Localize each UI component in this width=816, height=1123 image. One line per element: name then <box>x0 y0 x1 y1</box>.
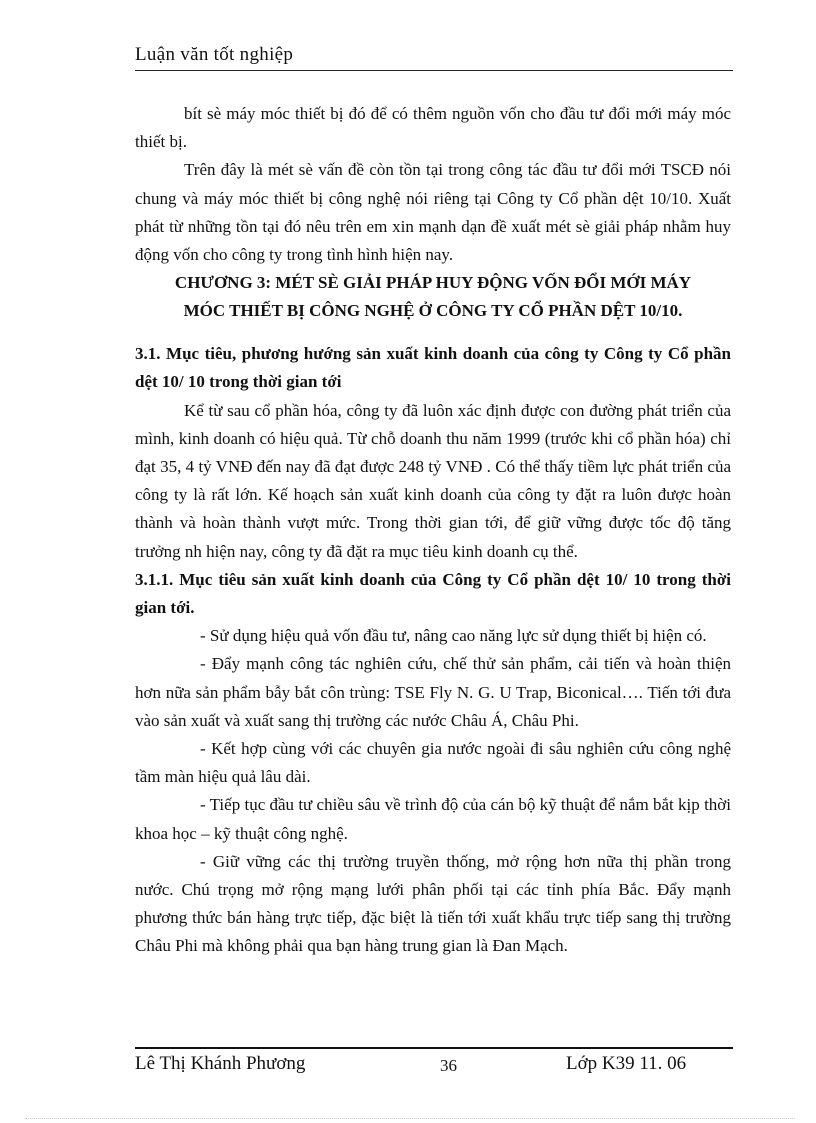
section-heading-3-1: 3.1. Mục tiêu, phương hướng sản xuất kinh doanh của công ty Công ty Cổ phần dệt 10/ 10 trong thời gian tới <box>135 344 731 392</box>
page-bottom-edge <box>25 1118 795 1119</box>
bullet-item-5: - Giữ vững các thị trường truyền thống, mở rộng hơn nữa thị phần trong nước. Chú trọng mở rộng mạng lưới phân phối tại các tỉnh phía Bắc. Đẩy mạnh phương thức bán hàng trực tiếp, đặc biệt là tiến tới xuất khẩu trực tiếp sang thị trường Châu Phi mà không phải qua bạn hàng trung gian là Đan Mạch. <box>135 851 731 956</box>
chapter-title-line-1: CHƯƠNG 3: MÉT SÈ GIẢI PHÁP HUY ĐỘNG VỐN ĐỔI MỚI MÁY <box>174 273 692 293</box>
bullet-item-1: - Sử dụng hiệu quả vốn đầu tư, nâng cao năng lực sử dụng thiết bị hiện có. <box>200 626 707 646</box>
page-header-title: Luận văn tốt nghiệp <box>135 44 294 65</box>
bullet-item-3: - Kết hợp cùng với các chuyên gia nước ngoài đi sâu nghiên cứu công nghệ tầm màn hiệu quả lâu dài. <box>135 739 731 787</box>
section-heading-3-1-1: 3.1.1. Mục tiêu sản xuất kinh doanh của Công ty Cổ phần dệt 10/ 10 trong thời gian tới. <box>135 569 731 618</box>
paragraph-summary: Trên đây là mét sè vấn đề còn tồn tại trong công tác đầu tư đổi mới TSCĐ nói chung và máy móc thiết bị công nghệ nói riêng tại Công ty Cổ phần dệt 10/10. Xuất phát từ những tồn tại đó nêu trên em xin mạnh dạn đề xuất mét sè giải pháp nhằm huy động vốn cho công ty trong tình hình hiện nay. <box>135 160 731 265</box>
footer-author: Lê Thị Khánh Phương <box>135 1053 306 1074</box>
document-body <box>135 100 731 961</box>
paragraph-continuation: bít sè máy móc thiết bị đó để có thêm nguồn vốn cho đầu tư đổi mới máy móc thiết bị. <box>135 104 731 152</box>
chapter-title-line-2: MÓC THIẾT BỊ CÔNG NGHỆ Ở CÔNG TY CỔ PHẦN DỆT 10/10. <box>183 301 683 321</box>
header-divider <box>135 70 733 71</box>
bullet-item-2: - Đẩy mạnh công tác nghiên cứu, chế thử sản phẩm, cải tiến và hoàn thiện hơn nữa sản phẩm bẫy bắt côn trùng: TSE Fly N. G. U Trap, Biconical…. Tiến tới đưa vào sản xuất và xuất sang thị trường các nước Châu Á, Châu Phi. <box>135 654 731 730</box>
chapter-spacer <box>135 325 731 340</box>
footer-class: Lớp K39 11. 06 <box>566 1053 687 1074</box>
bullet-item-4: - Tiếp tục đầu tư chiều sâu về trình độ của cán bộ kỹ thuật để nắm bắt kịp thời khoa học – kỹ thuật công nghệ. <box>135 795 731 843</box>
paragraph-development: Kể từ sau cổ phần hóa, công ty đã luôn xác định được con đường phát triển của mình, kinh doanh có hiệu quả. Từ chỗ doanh thu năm 1999 (trước khi cổ phần hóa) chỉ đạt 35, 4 tỷ VNĐ đến nay đã đạt được 248 tỷ VNĐ . Có thể thấy tiềm lực phát triển của công ty là rất lớn. Kế hoạch sản xuất kinh doanh của công ty đặt ra luôn được hoàn thành và hoàn thành vượt mức. Trong thời gian tới, để giữ vững được tốc độ tăng trưởng nh hiện nay, công ty đã đặt ra mục tiêu kinh doanh cụ thể. <box>135 400 731 561</box>
footer-divider <box>135 1047 733 1049</box>
footer-page-number: 36 <box>440 1056 457 1075</box>
